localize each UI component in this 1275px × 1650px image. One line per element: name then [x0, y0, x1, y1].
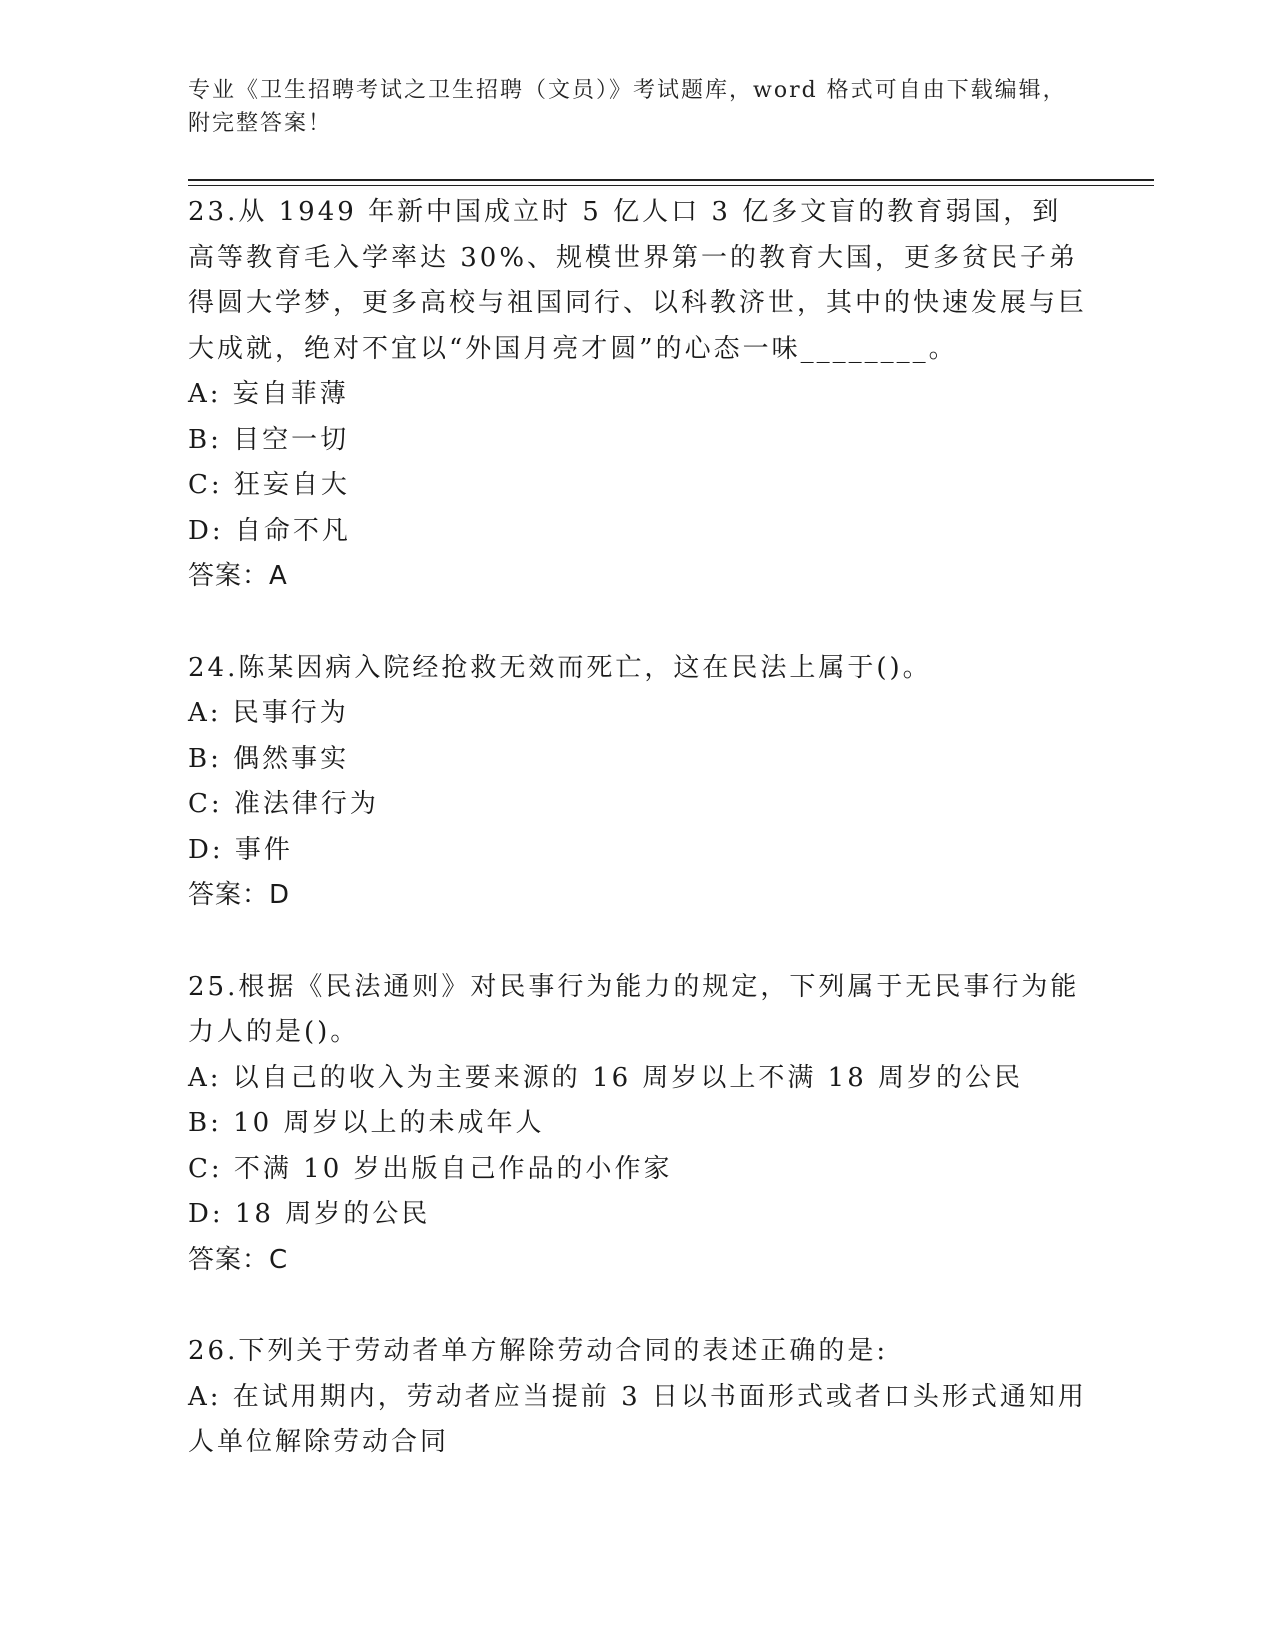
option-b: B: 10 周岁以上的未成年人	[188, 1108, 545, 1138]
answer: 答案：C	[188, 1244, 289, 1275]
question-23	[188, 190, 1088, 600]
option-c: C: 准法律行为	[188, 789, 379, 819]
option-a: A: 妄自菲薄	[188, 379, 349, 409]
option-a: A: 民事行为	[188, 698, 349, 728]
header-divider-thick	[188, 179, 1154, 181]
option-a: A: 在试用期内，劳动者应当提前 3 日以书面形式或者口头形式通知用人单位解除劳动合同	[188, 1381, 1087, 1457]
question-stem: 25.根据《民法通则》对民事行为能力的规定，下列属于无民事行为能力人的是()。	[188, 971, 1080, 1047]
question-stem: 26.下列关于劳动者单方解除劳动合同的表述正确的是:	[188, 1336, 889, 1366]
option-a: A: 以自己的收入为主要来源的 16 周岁以上不满 18 周岁的公民	[188, 1062, 1024, 1093]
answer: 答案：A	[188, 561, 288, 591]
question-list	[188, 190, 1088, 1512]
option-d: D: 18 周岁的公民	[188, 1199, 431, 1229]
option-d: D: 自命不凡	[188, 515, 351, 546]
header-divider-thin	[188, 185, 1154, 186]
document-header: 专业《卫生招聘考试之卫生招聘（文员）》考试题库，word 格式可自由下载编辑，附完整答案！	[188, 78, 1067, 136]
answer: 答案：D	[188, 880, 291, 910]
question-stem: 24.陈某因病入院经抢救无效而死亡，这在民法上属于()。	[188, 652, 932, 683]
option-b: B: 偶然事实	[188, 743, 350, 774]
option-d: D: 事件	[188, 834, 293, 865]
option-b: B: 目空一切	[188, 424, 350, 455]
option-c: C: 狂妄自大	[188, 470, 350, 500]
question-25	[188, 965, 1088, 1284]
question-24	[188, 646, 1088, 919]
question-stem: 23.从 1949 年新中国成立时 5 亿人口 3 亿多文盲的教育弱国，到高等教育毛入学率达 30%、规模世界第一的教育大国，更多贫民子弟得圆大学梦，更多高校与祖国同行、以科教济世，其中的快速发展与巨大成就，绝对不宜以“外国月亮才圆”的心态一味________。	[188, 197, 1088, 364]
question-26	[188, 1329, 1088, 1466]
option-c: C: 不满 10 岁出版自己作品的小作家	[188, 1153, 673, 1184]
